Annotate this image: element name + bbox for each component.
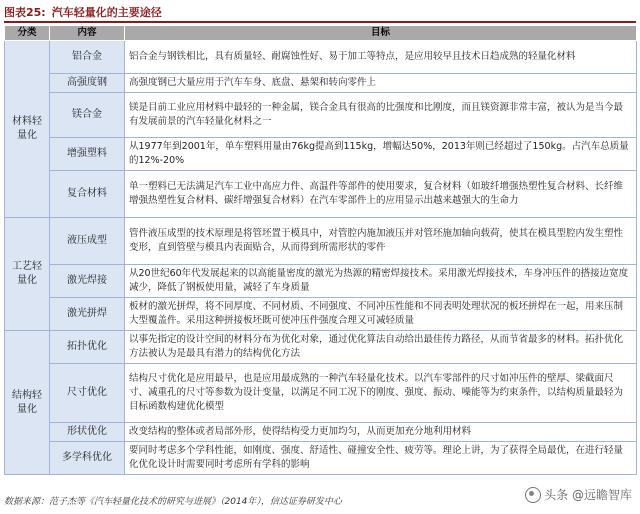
item-cell: 铝合金 xyxy=(50,41,125,74)
item-cell: 增强塑料 xyxy=(50,138,125,171)
table-row xyxy=(5,74,637,93)
circle-logo-icon xyxy=(525,487,541,503)
watermark-text: 头条 @远瞻智库 xyxy=(544,488,632,502)
table-row xyxy=(5,41,637,74)
item-cell: 形状优化 xyxy=(50,423,125,442)
table-row xyxy=(5,218,637,265)
figure-title xyxy=(4,3,636,23)
item-cell: 高强度钢 xyxy=(50,74,125,93)
target-cell: 从20世纪60年代发展起来的以高能量密度的激光为热源的精密焊接技术。采用激光焊接技术，车身冲压件的搭接边宽度减少，降低了钢板使用量，减轻了车身质量 xyxy=(125,265,637,298)
table-row xyxy=(5,138,637,171)
item-cell: 液压成型 xyxy=(50,218,125,265)
category-process: 工艺轻量化 xyxy=(5,218,50,331)
table-row xyxy=(5,93,637,138)
figure-number: 图表25: xyxy=(4,6,46,19)
header-category: 分类 xyxy=(5,26,50,41)
table-row xyxy=(5,423,637,442)
target-cell: 结构尺寸优化是应用最早，也是应用最成熟的一种汽车轻量化技术。以汽车零部件的尺寸如冲压件的壁厚、梁截面尺寸、减重孔的尺寸等参数为设计变量，以满足不同工况下的刚度、强度、振动、噪能等为约束条件，以结构质量最轻为目标函数构建优化模型 xyxy=(125,364,637,423)
table-row xyxy=(5,364,637,423)
target-cell: 高强度钢已大量应用于汽车车身、底盘、悬架和转向零件上 xyxy=(125,74,637,93)
watermark xyxy=(525,486,632,503)
target-cell: 要同时考虑多个学科性能，如刚度、强度、舒适性、碰撞安全性、疲劳等。理论上讲，为了获得全局最优，在进行轻量化优化设计时需要同时考虑所有学科的影响 xyxy=(125,442,637,475)
item-cell: 激光拼焊 xyxy=(50,298,125,331)
target-cell: 铝合金与钢铁相比，具有质量轻、耐腐蚀性好、易于加工等特点，是应用较早且技术日趋成熟的轻量化材料 xyxy=(125,41,637,74)
item-cell: 尺寸优化 xyxy=(50,364,125,423)
target-cell: 单一塑料已无法满足汽车工业中高应力件、高温件等部件的使用要求，复合材料（如玻纤增强热塑性复合材料、长纤维增强热塑性复合材料、碳纤增强复合材料）在汽车零部件上的应用显示出越来越强大的生命力 xyxy=(125,171,637,218)
table-row xyxy=(5,265,637,298)
data-source-note: 数据来源：范子杰等《汽车轻量化技术的研究与进展》（2014年），信达证券研发中心 xyxy=(4,497,342,507)
table-row xyxy=(5,331,637,364)
target-cell: 管件液压成型的技术原理是将管坯置于模具中，对管腔内施加液压并对管坯施加轴向载荷，使其在模具型腔内发生塑性变形，直到管壁与模具内表面贴合，从而得到所需形状的零件 xyxy=(125,218,637,265)
table-header-row xyxy=(5,26,637,41)
table-row xyxy=(5,171,637,218)
header-target: 目标 xyxy=(125,26,637,41)
figure-caption: 汽车轻量化的主要途径 xyxy=(51,6,162,19)
item-cell: 拓扑优化 xyxy=(50,331,125,364)
table-row xyxy=(5,298,637,331)
category-structure: 结构轻量化 xyxy=(5,331,50,475)
item-cell: 多学科优化 xyxy=(50,442,125,475)
target-cell: 以事先指定的设计空间的材料分布为优化对象，通过优化算法自动给出最佳传力路径，从而节省最多的材料。拓扑优化方法被认为是最具有潜力的结构优化方法 xyxy=(125,331,637,364)
header-item: 内容 xyxy=(50,26,125,41)
lightweight-approaches-table xyxy=(4,25,637,475)
item-cell: 复合材料 xyxy=(50,171,125,218)
item-cell: 镁合金 xyxy=(50,93,125,138)
item-cell: 激光焊接 xyxy=(50,265,125,298)
table-row xyxy=(5,442,637,475)
target-cell: 从1977年到2001年，单车塑料用量由76kg提高到115kg，增幅达50%，2013年则已经超过了150kg。占汽车总质量的12%-20% xyxy=(125,138,637,171)
target-cell: 改变结构的整体或者局部外形，使得结构受力更加均匀，从而更加充分地利用材料 xyxy=(125,423,637,442)
target-cell: 板材的激光拼焊，将不同厚度、不同材质、不同强度、不同冲压性能和不同表明处理状况的板坯拼焊在一起，用来压制大型覆盖件。采用这种拼接板坯既可使冲压件强度合理又可减轻质量 xyxy=(125,298,637,331)
category-material: 材料轻量化 xyxy=(5,41,50,218)
target-cell: 镁是目前工业应用材料中最轻的一种金属，镁合金具有很高的比强度和比刚度，而且镁资源非常丰富，被认为是当今最有发展前景的汽车轻量化材料之一 xyxy=(125,93,637,138)
